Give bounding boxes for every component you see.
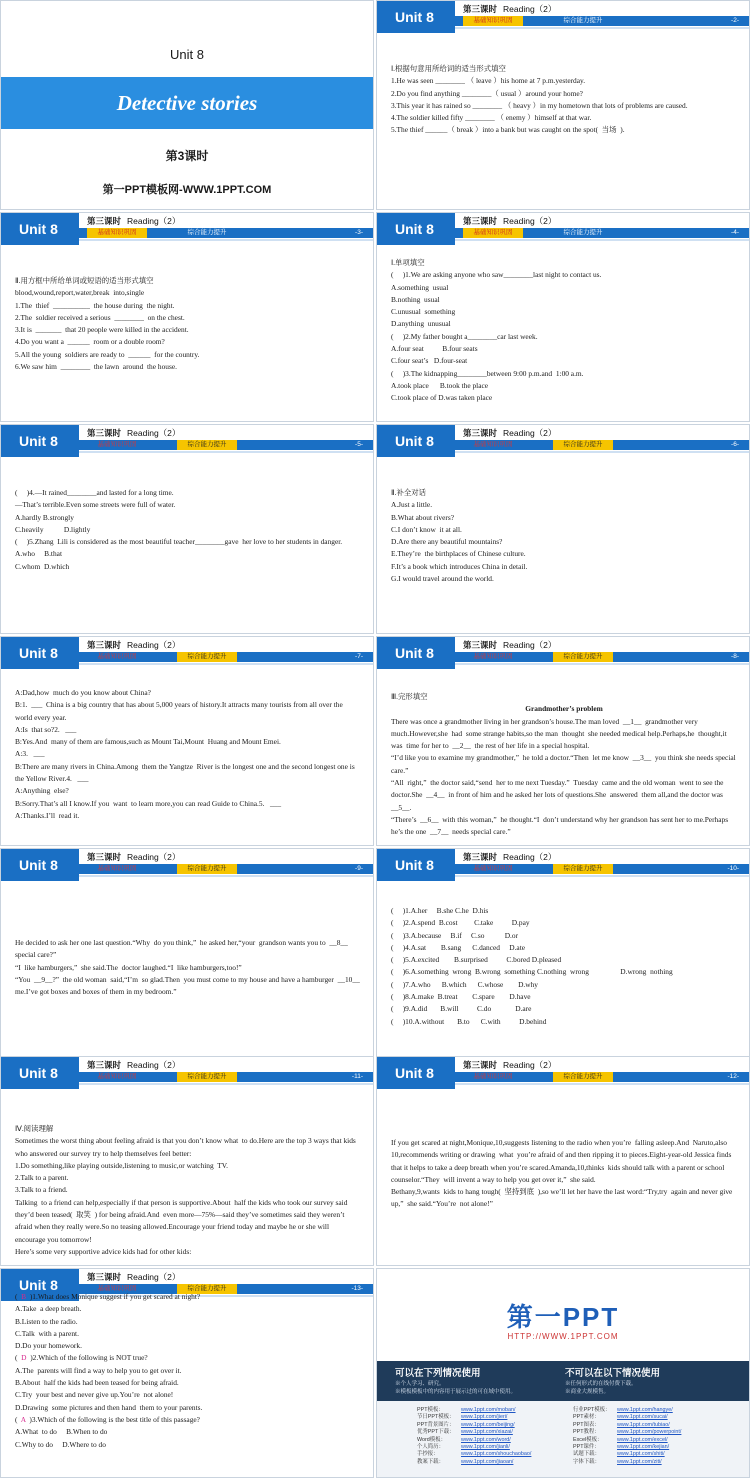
text-line: ( )3.The kidnapping________between 9:00 p.m.and 1:00 a.m. bbox=[391, 368, 584, 378]
title-lesson: 第3课时 bbox=[165, 149, 209, 163]
question-option: C.Talk with a parent. bbox=[15, 1328, 79, 1338]
ad-link-label: Word模板： bbox=[417, 1436, 446, 1443]
unit-label: Unit 8 bbox=[377, 1, 455, 33]
ad-link-label: 优秀PPT下载： bbox=[417, 1429, 455, 1436]
ad-link[interactable]: www.1ppt.com/sucai/ bbox=[617, 1414, 668, 1421]
tab-basic[interactable]: 基础知识巩固 bbox=[97, 1285, 137, 1292]
slide-header bbox=[1, 213, 373, 245]
page-number: -4- bbox=[731, 229, 739, 236]
question-option: C.Try your best and never give up.You’re not alone! bbox=[15, 1390, 174, 1400]
page-number: -8- bbox=[731, 653, 739, 660]
text-line: 5.The thief ______（ break ）into a bank but was caught on the spot( 当场 ). bbox=[391, 125, 625, 135]
slide-body bbox=[15, 487, 361, 573]
text-line: E.They’re the birthplaces of Chinese culture. bbox=[391, 549, 526, 559]
tab-basic[interactable]: 基础知识巩固 bbox=[463, 228, 523, 238]
slide-page[interactable] bbox=[0, 212, 374, 422]
ad-link-row bbox=[573, 1429, 681, 1436]
lesson-label bbox=[87, 427, 180, 439]
ad-link[interactable]: www.1ppt.com/word/ bbox=[461, 1436, 511, 1443]
tab-basic[interactable]: 基础知识巩固 bbox=[97, 441, 137, 448]
ad-links bbox=[377, 1401, 749, 1478]
ad-link-label: 教案下载： bbox=[417, 1458, 444, 1465]
title-unit: Unit 8 bbox=[170, 47, 204, 62]
slide-body bbox=[391, 905, 737, 1028]
ad-links-right bbox=[573, 1407, 681, 1466]
ad-link-row bbox=[573, 1437, 681, 1444]
tab-basic[interactable]: 基础知识巩固 bbox=[97, 865, 137, 872]
ad-link-label: 个人简历： bbox=[417, 1444, 444, 1451]
text-line: A:Thanks.I’ll read it. bbox=[15, 810, 80, 820]
text-line: Ⅱ.补全对话 bbox=[391, 488, 427, 497]
slide-body bbox=[391, 1137, 737, 1211]
text-line: 3.This year it has rained so ________ （ heavy ）in my hometown that lots of problems are caused. bbox=[391, 100, 688, 110]
text-line: 1.Do something,like playing outside,listening to music,or watching TV. bbox=[15, 1160, 229, 1170]
tab-basic[interactable]: 基础知识巩固 bbox=[97, 1073, 137, 1080]
text-line: B:Yes.And many of them are famous,such as Mount Tai,Mount Huang and Mount Emei. bbox=[15, 737, 281, 747]
reading-label: Reading（2） bbox=[503, 1060, 557, 1070]
lesson-number: 第三课时 bbox=[463, 1060, 498, 1070]
text-line: ( )6.A.something wrong B.wrong something C.nothing wrong D.wrong nothing bbox=[391, 967, 673, 977]
question-text: )2.Which of the following is NOT true? bbox=[30, 1353, 148, 1363]
ad-link[interactable]: www.1ppt.com/hangye/ bbox=[617, 1407, 673, 1413]
ad-link-label: 试题下载： bbox=[573, 1451, 600, 1458]
unit-label: Unit 8 bbox=[1, 425, 79, 457]
page-number: -5- bbox=[355, 441, 363, 448]
ad-link-label: PPT背景图片： bbox=[417, 1421, 455, 1428]
lesson-label bbox=[87, 639, 180, 651]
reading-label: Reading（2） bbox=[503, 4, 557, 14]
tab-basic[interactable]: 基础知识巩固 bbox=[97, 653, 137, 660]
text-line: A:3. ___ bbox=[15, 749, 45, 759]
slide-page[interactable] bbox=[376, 0, 750, 210]
slide-header bbox=[377, 1057, 749, 1089]
lesson-number: 第三课时 bbox=[463, 852, 498, 862]
slide-page[interactable] bbox=[0, 1268, 374, 1478]
question-option: D.Drawing some pictures and then hand them to your parents. bbox=[15, 1402, 203, 1412]
text-line: 5.All the young soldiers are ready to ______ for the country. bbox=[15, 349, 200, 359]
question-option: C.Why to do D.Where to do bbox=[15, 1439, 106, 1449]
page-number: -7- bbox=[355, 653, 363, 660]
text-line: A:Dad,how much do you know about China? bbox=[15, 688, 151, 697]
slide-header bbox=[377, 425, 749, 457]
slide-page[interactable] bbox=[0, 636, 374, 846]
ad-link-row bbox=[573, 1459, 681, 1466]
slide-body bbox=[15, 687, 361, 822]
page-number: -13- bbox=[351, 1285, 363, 1292]
text-line: 1.He was seen ________ （ leave ）his home at 7 p.m.yesterday. bbox=[391, 76, 586, 86]
text-line: B:1. ___ China is a big country that has about 5,000 years of history.It attracts many tourists from all over the world every year. bbox=[15, 700, 345, 722]
text-line: Grandmother’s problem bbox=[525, 704, 603, 714]
text-line: B:Sorry.That’s all I know.If you want to learn more,you can read Guide to China.5. ___ bbox=[15, 798, 282, 808]
page-number: -9- bbox=[355, 865, 363, 872]
slide-header bbox=[377, 1, 749, 33]
text-line: 3.It is _______ that 20 people were killed in the accident. bbox=[15, 325, 189, 335]
lesson-number: 第三课时 bbox=[463, 640, 498, 650]
unit-label: Unit 8 bbox=[1, 637, 79, 669]
question-option: A.The parents will find a way to help you to get over it. bbox=[15, 1365, 182, 1375]
ad-links-left bbox=[417, 1407, 531, 1466]
text-line: B:There are many rivers in China.Among them the Yangtze River is the longest one and the second longest one is the Yellow River.4. ___ bbox=[15, 761, 357, 784]
text-line: “I like hamburgers,” she said.The doctor laughed.“I like hamburgers,too!” bbox=[15, 962, 242, 972]
unit-label: Unit 8 bbox=[377, 425, 455, 457]
text-line: ( )1.A.her B.she C.he D.his bbox=[391, 906, 489, 915]
text-line: C.whom D.which bbox=[15, 561, 70, 571]
ad-link-label: 字体下载： bbox=[573, 1458, 600, 1465]
text-line: ( )5.Zhang Lili is considered as the most beautiful teacher________gave her love to her students in danger. bbox=[15, 537, 343, 547]
ad-link-label: PPT模板： bbox=[417, 1407, 444, 1413]
tab-comprehensive[interactable]: 综合能力提升 bbox=[187, 229, 227, 236]
lesson-number: 第三课时 bbox=[87, 1272, 122, 1282]
lesson-label bbox=[463, 851, 556, 863]
reading-label: Reading（2） bbox=[503, 640, 557, 650]
tab-basic[interactable]: 基础知识巩固 bbox=[87, 228, 147, 238]
slide-header bbox=[377, 849, 749, 881]
reading-label: Reading（2） bbox=[503, 216, 557, 226]
tab-comprehensive[interactable]: 综合能力提升 bbox=[553, 652, 613, 662]
text-line: ( )10.A.without B.to C.with D.behind bbox=[391, 1016, 547, 1026]
ad-link-row bbox=[417, 1437, 531, 1444]
reading-label: Reading（2） bbox=[127, 852, 181, 862]
text-line: A.hardly B.strongly bbox=[15, 512, 74, 522]
ad-link-row bbox=[417, 1429, 531, 1436]
reading-label: Reading（2） bbox=[127, 216, 181, 226]
lesson-label bbox=[463, 215, 556, 227]
lesson-number: 第三课时 bbox=[463, 4, 498, 14]
ad-link[interactable]: www.1ppt.com/jieri/ bbox=[461, 1414, 508, 1421]
text-line: “There’s __6__ with this woman,” he thought.“I don’t understand why her grandson has sent her to me.Perhaps he’s the one __7__ needs special care.” bbox=[391, 814, 730, 837]
reading-label: Reading（2） bbox=[127, 428, 181, 438]
text-line: C.I don’t know it at all. bbox=[391, 524, 462, 534]
question-paren: ( bbox=[15, 1353, 22, 1363]
text-line: A.Just a little. bbox=[391, 500, 433, 510]
text-line: ( )2.My father bought a________car last week. bbox=[391, 331, 538, 341]
slide-page[interactable] bbox=[376, 636, 750, 846]
tab-comprehensive[interactable]: 综合能力提升 bbox=[177, 864, 237, 874]
text-line: 2.Talk to a parent. bbox=[15, 1173, 69, 1183]
question-answer: D bbox=[21, 1353, 27, 1363]
slide-page[interactable] bbox=[0, 848, 374, 1058]
slide-header bbox=[1, 849, 373, 881]
unit-label: Unit 8 bbox=[1, 849, 79, 881]
text-line: “You __9__?” the old woman said,“I’m so glad.Then you must come to my house and have a hamburger __10__ me.I’ve got boxes and boxes of them in my bedroom.” bbox=[15, 974, 364, 997]
slide-ad[interactable] bbox=[376, 1268, 750, 1478]
reading-label: Reading（2） bbox=[503, 852, 557, 862]
ad-link-row bbox=[417, 1414, 531, 1421]
ad-can-use-line: ※模板模板中的内容用于展示过的可在域中使用。 bbox=[395, 1389, 517, 1395]
ad-cannot-use-title: 不可以在以下情况使用 bbox=[565, 1368, 661, 1379]
text-line: A.took place B.took the place bbox=[391, 380, 489, 390]
question-text: )1.What does Monique suggest if you get scared at night? bbox=[29, 1292, 201, 1301]
text-line: If you get scared at night,Monique,10,suggests listening to the radio when you’re falling asleep.And Naruto,also 10,recommends writing or drawing what you’re afraid of and then ripping it to pieces.Eight-year-old Jessica finds that it helps to take a deep breath when you’re scared.Amanda,10,thinks kids should talk with a parent or school counselor.“They will invent a way to help you get over it,” she said. bbox=[391, 1138, 734, 1184]
question-paren: ( bbox=[15, 1292, 22, 1301]
text-line: He decided to ask her one last question.“Why do you think,” he asked her,“your grandson wants you to __8__ special care?” bbox=[15, 938, 352, 960]
slide-body bbox=[15, 1123, 361, 1258]
title-site: 第一PPT模板网-WWW.1PPT.COM bbox=[102, 184, 272, 196]
ad-link-label: 节日PPT模板： bbox=[417, 1414, 455, 1421]
text-line: A:Is that so?2. ___ bbox=[15, 724, 77, 734]
reading-label: Reading（2） bbox=[127, 640, 181, 650]
text-line: ( )4.—It rained________and lasted for a long time. bbox=[15, 488, 174, 497]
ad-link[interactable]: www.1ppt.com/xiazai/ bbox=[461, 1429, 513, 1436]
unit-label: Unit 8 bbox=[377, 637, 455, 669]
text-line: ( )7.A.who B.which C.whose D.why bbox=[391, 979, 538, 989]
ad-link[interactable]: www.1ppt.com/powerpoint/ bbox=[617, 1429, 682, 1436]
text-line: C.took place of D.was taken place bbox=[391, 393, 493, 403]
text-line: C.four seat’s D.four-seat bbox=[391, 356, 468, 366]
ad-link[interactable]: www.1ppt.com/kejian/ bbox=[617, 1444, 670, 1451]
lesson-number: 第三课时 bbox=[87, 852, 122, 862]
text-line: Ⅰ.单项填空 bbox=[391, 258, 425, 267]
text-line: 4.Do you want a ______ room or a double room? bbox=[15, 337, 165, 347]
slide-page[interactable] bbox=[0, 1056, 374, 1266]
slide-page[interactable] bbox=[376, 212, 750, 422]
lesson-label bbox=[87, 1271, 180, 1283]
text-line: D.anything unusual bbox=[391, 319, 451, 329]
text-line: 4.The soldier killed fifty ________ （ enemy ）himself at that war. bbox=[391, 113, 592, 123]
ad-link-row bbox=[573, 1414, 681, 1421]
text-line: A.who B.that bbox=[15, 549, 63, 559]
lesson-number: 第三课时 bbox=[87, 640, 122, 650]
text-line: A.four seat B.four seats bbox=[391, 344, 478, 354]
text-line: Sometimes the worst thing about feeling afraid is that you don’t know what to do.Here are the top 3 ways that kids who answered our survey try to help themselves feel better: bbox=[15, 1136, 358, 1158]
slide-body bbox=[15, 937, 364, 998]
title-main: Detective stories bbox=[116, 91, 258, 115]
text-line: Ⅳ.阅读理解 bbox=[15, 1124, 54, 1133]
unit-label: Unit 8 bbox=[1, 1057, 79, 1089]
slide-page[interactable] bbox=[376, 424, 750, 634]
text-line: blood,wound,report,water,break into,single bbox=[15, 288, 145, 298]
slide-header bbox=[1, 1057, 373, 1089]
text-line: Ⅲ.完形填空 bbox=[391, 692, 428, 701]
unit-label: Unit 8 bbox=[1, 1269, 79, 1301]
reading-label: Reading（2） bbox=[503, 428, 557, 438]
page-number: -10- bbox=[727, 865, 739, 872]
text-line: A.something usual bbox=[391, 282, 449, 292]
ad-link[interactable]: www.1ppt.com/jiaoan/ bbox=[461, 1458, 514, 1465]
slide-page[interactable] bbox=[376, 1056, 750, 1266]
slide-body bbox=[391, 487, 737, 585]
text-line: —That’s terrible.Even some streets were full of water. bbox=[15, 500, 176, 510]
ad-cannot-use-line: ※任何形式的在线付费下载。 bbox=[565, 1381, 637, 1387]
ad-link-row bbox=[417, 1451, 531, 1458]
slide-title[interactable] bbox=[0, 0, 374, 210]
lesson-number: 第三课时 bbox=[463, 216, 498, 226]
tab-basic[interactable]: 基础知识巩固 bbox=[473, 865, 513, 872]
unit-label: Unit 8 bbox=[377, 213, 455, 245]
tab-comprehensive[interactable]: 综合能力提升 bbox=[177, 440, 237, 450]
question-answer: B bbox=[21, 1292, 27, 1301]
ad-cannot-use-lines bbox=[565, 1380, 637, 1396]
ad-link[interactable]: www.1ppt.com/shiti/ bbox=[617, 1451, 665, 1458]
lesson-label bbox=[463, 427, 556, 439]
slide-body bbox=[391, 691, 737, 839]
text-line: 6.We saw him ________ the lawn around the house. bbox=[15, 362, 177, 372]
ad-url[interactable]: HTTP://WWW.1PPT.COM bbox=[507, 1332, 619, 1341]
ad-logo: 第一PPT bbox=[506, 1302, 620, 1332]
question-stem bbox=[15, 1291, 361, 1303]
unit-label: Unit 8 bbox=[377, 1057, 455, 1089]
text-line: ( )1.We are asking anyone who saw________last night to contact us. bbox=[391, 270, 602, 280]
ad-can-use-title: 可以在下列情况使用 bbox=[395, 1368, 481, 1379]
ad-link[interactable]: www.1ppt.com/excel/ bbox=[617, 1436, 668, 1443]
page-number: -2- bbox=[731, 17, 739, 24]
ad-link-row bbox=[417, 1459, 531, 1466]
text-line: ( )3.A.because B.if C.so D.or bbox=[391, 930, 519, 940]
ad-cannot-use-line: ※商业大规模售。 bbox=[565, 1389, 610, 1395]
ad-link-label: PPT课件： bbox=[573, 1444, 600, 1451]
lesson-label bbox=[87, 1059, 180, 1071]
question-option: A.Take a deep breath. bbox=[15, 1304, 82, 1314]
text-line: “I’d like you to examine my grandmother,” he told a doctor.“Then let me know __3__ you think she needs special care.” bbox=[391, 753, 738, 775]
ad-link-row bbox=[573, 1451, 681, 1458]
ad-can-use-lines bbox=[395, 1380, 516, 1396]
slide-header bbox=[1, 637, 373, 669]
tab-basic[interactable]: 基础知识巩固 bbox=[463, 16, 523, 26]
text-line: 3.Talk to a friend. bbox=[15, 1185, 68, 1195]
tab-basic[interactable]: 基础知识巩固 bbox=[473, 1073, 513, 1080]
question-option: B.Listen to the radio. bbox=[15, 1316, 78, 1326]
lesson-number: 第三课时 bbox=[463, 428, 498, 438]
slide-header bbox=[1, 425, 373, 457]
lesson-label bbox=[463, 639, 556, 651]
text-line: 2.Do you find anything ________（ usual ）around your home? bbox=[391, 88, 583, 98]
slide-header bbox=[377, 637, 749, 669]
ad-link[interactable]: www.1ppt.com/jianli/ bbox=[461, 1444, 510, 1451]
ad-link-label: 手抄报： bbox=[417, 1451, 439, 1458]
text-line: D.Are there any beautiful mountains? bbox=[391, 537, 503, 547]
text-line: B.What about rivers? bbox=[391, 512, 455, 522]
question-answer: A bbox=[20, 1414, 26, 1424]
slide-page[interactable] bbox=[376, 848, 750, 1058]
question-option: A.What to do B.When to do bbox=[15, 1427, 108, 1437]
question-stem bbox=[15, 1414, 361, 1426]
text-line: ( )2.A.spend B.cost C.take D.pay bbox=[391, 918, 530, 928]
text-line: Ⅰ.根据句意用所给词的适当形式填空 bbox=[391, 64, 506, 73]
text-line: ( )8.A.make B.treat C.spare D.have bbox=[391, 992, 531, 1002]
unit-label: Unit 8 bbox=[1, 213, 79, 245]
lesson-number: 第三课时 bbox=[87, 428, 122, 438]
ad-link-label: PPT教程： bbox=[573, 1429, 600, 1436]
question-stem bbox=[15, 1352, 361, 1364]
text-line: Ⅱ.用方框中所给单词或短语的适当形式填空 bbox=[15, 276, 154, 285]
ad-link[interactable]: www.1ppt.com/shouchaobao/ bbox=[461, 1451, 532, 1458]
ad-link[interactable]: www.1ppt.com/beijing/ bbox=[461, 1421, 515, 1428]
question-text: )3.Which of the following is the best title of this passage? bbox=[29, 1414, 200, 1424]
question-option: D.Do your homework. bbox=[15, 1341, 82, 1351]
ad-can-use-line: ※个人学习、研究。 bbox=[395, 1381, 445, 1387]
text-line: “All right,” the doctor said,“send her to me next Tuesday.” Tuesday came and the old woman went to see the doctor.She __4__ in front of him and he asked her lots of questions.She answered them all,and the doctor was __5__. bbox=[391, 778, 727, 812]
text-line: Here’s some very supportive advice kids had for other kids: bbox=[15, 1246, 192, 1256]
lesson-label bbox=[87, 851, 180, 863]
tab-basic[interactable]: 基础知识巩固 bbox=[473, 653, 513, 660]
lesson-label bbox=[463, 1059, 556, 1071]
question-paren: ( bbox=[15, 1414, 21, 1424]
lesson-number: 第三课时 bbox=[87, 1060, 122, 1070]
slide-body bbox=[15, 275, 361, 373]
ad-link[interactable]: www.1ppt.com/tubiao/ bbox=[617, 1421, 670, 1428]
slide-body bbox=[15, 1291, 361, 1451]
ad-link[interactable]: www.1ppt.com/moban/ bbox=[461, 1407, 516, 1413]
slide-body bbox=[391, 257, 737, 405]
reading-label: Reading（2） bbox=[127, 1060, 181, 1070]
tab-comprehensive[interactable]: 综合能力提升 bbox=[177, 1284, 237, 1294]
ad-usage-band bbox=[377, 1361, 749, 1401]
text-line: 2.The soldier received a serious ________ on the chest. bbox=[15, 312, 185, 322]
text-line: F.It’s a book which introduces China in detail. bbox=[391, 561, 528, 571]
text-line: 1.The thief __________ the house during the night. bbox=[15, 300, 175, 310]
text-line: B.nothing usual bbox=[391, 294, 440, 304]
ad-link-label: PPT图表： bbox=[573, 1421, 600, 1428]
page-number: -11- bbox=[351, 1073, 363, 1080]
tab-comprehensive[interactable]: 综合能力提升 bbox=[553, 864, 613, 874]
text-line: ( )5.A.excited B.surprised C.bored D.pleased bbox=[391, 955, 562, 965]
ad-link[interactable]: www.1ppt.com/ziti/ bbox=[617, 1458, 662, 1465]
ad-top bbox=[377, 1269, 749, 1361]
tab-basic[interactable]: 基础知识巩固 bbox=[473, 441, 513, 448]
text-line: There was once a grandmother living in her grandson’s house.The man loved __1__ grandmother very much.However,she had some strange habits,so the man thought she needed medical help.Perhaps,he thought,it was time for her to __2__ the rest of her life in a special hospital. bbox=[391, 716, 729, 751]
text-line: ( )9.A.did B.will C.do D.are bbox=[391, 1004, 532, 1014]
text-line: ( )4.A.sat B.sang C.danced D.ate bbox=[391, 942, 526, 952]
lesson-label bbox=[87, 215, 180, 227]
text-line: A:Anything else? bbox=[15, 786, 69, 796]
text-line: G.I would travel around the world. bbox=[391, 574, 494, 584]
tab-comprehensive[interactable]: 综合能力提升 bbox=[553, 1072, 613, 1082]
tab-comprehensive[interactable]: 综合能力提升 bbox=[563, 17, 603, 24]
page-number: -3- bbox=[355, 229, 363, 236]
page-number: -12- bbox=[727, 1073, 739, 1080]
slide-body bbox=[391, 63, 737, 137]
ad-link-label: PPT素材： bbox=[573, 1414, 600, 1421]
tab-comprehensive[interactable]: 综合能力提升 bbox=[553, 440, 613, 450]
unit-label: Unit 8 bbox=[377, 849, 455, 881]
reading-label: Reading（2） bbox=[127, 1272, 181, 1282]
slide-page[interactable] bbox=[0, 424, 374, 634]
lesson-label bbox=[463, 3, 556, 15]
question-option: B.About half the kids had been teased for being afraid. bbox=[15, 1378, 179, 1388]
text-line: Bethany,9,wants kids to hang tough( 坚持到底 ),so we’ll let her have the last word:“Try,try again and never give up,” she said.“You’re not alone!” bbox=[391, 1187, 735, 1209]
text-line: C.heavily D.lightly bbox=[15, 524, 91, 534]
text-line: Talking to a friend can help,especially if that person is supportive.About half the kids who took our survey said they’d been teased( 取笑 ) for being afraid.And even more—75%—said they’ve sometimes said they weren’t afraid when they really were.So no teasing allowed.Encourage your friend today and maybe he or she will encourage you tomorrow! bbox=[15, 1197, 350, 1244]
slide-header bbox=[377, 213, 749, 245]
lesson-number: 第三课时 bbox=[87, 216, 122, 226]
page-number: -6- bbox=[731, 441, 739, 448]
tab-comprehensive[interactable]: 综合能力提升 bbox=[563, 229, 603, 236]
tab-comprehensive[interactable]: 综合能力提升 bbox=[177, 652, 237, 662]
text-line: C.unusual something bbox=[391, 307, 456, 317]
ad-link-label: Excel模板： bbox=[573, 1436, 603, 1443]
tab-comprehensive[interactable]: 综合能力提升 bbox=[177, 1072, 237, 1082]
ad-link-label: 行业PPT模板： bbox=[573, 1407, 611, 1413]
